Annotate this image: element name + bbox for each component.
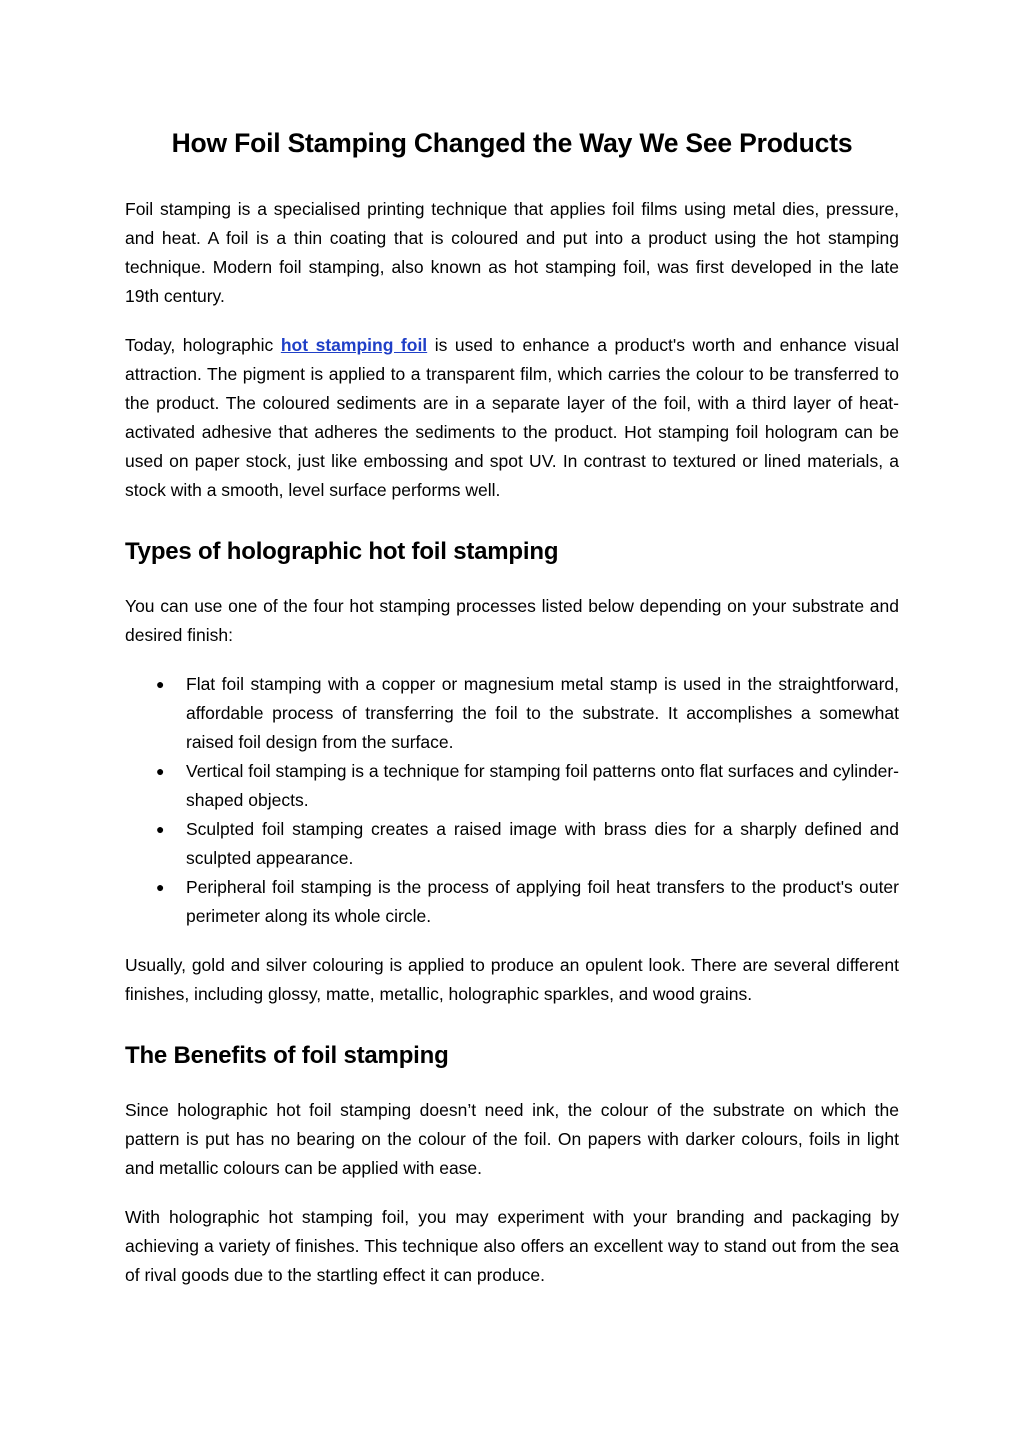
- page-title: How Foil Stamping Changed the Way We See Products: [171, 128, 853, 158]
- list-item-text: Peripheral foil stamping is the process of applying foil heat transfers to the product's outer perimeter along its whole circle.: [186, 877, 899, 926]
- benefits-heading: The Benefits of foil stamping: [125, 1042, 449, 1069]
- list-item: [156, 873, 899, 931]
- holographic-paragraph: [125, 331, 899, 505]
- types-heading: Types of holographic hot foil stamping: [125, 538, 559, 565]
- list-item: [156, 670, 899, 757]
- bullet-icon: ●: [156, 821, 165, 837]
- types-lead-paragraph: You can use one of the four hot stamping processes listed below depending on your substrate and desired finish:: [125, 596, 899, 645]
- finishes-paragraph: Usually, gold and silver colouring is applied to produce an opulent look. There are several different finishes, including glossy, matte, metallic, holographic sparkles, and wood grains.: [125, 955, 899, 1004]
- types-list: [125, 670, 899, 931]
- list-item: [156, 757, 900, 815]
- bullet-icon: ●: [156, 676, 165, 692]
- bullet-icon: ●: [156, 763, 165, 779]
- list-item-text: Vertical foil stamping is a technique for stamping foil patterns onto flat surfaces and cylinder-shaped objects.: [186, 761, 900, 810]
- holographic-paragraph-end: is used to enhance a product's worth and enhance visual attraction. The pigment is applied to a transparent film, which carries the colour to be transferred to the product. The coloured sediments are in a separate layer of the foil, with a third layer of heat-activated adhesive that adheres the sediments to the product. Hot stamping foil hologram can be used on paper stock, just like embossing and spot UV. In contrast to textured or lined materials, a stock with a smooth, level surface performs well.: [125, 335, 899, 500]
- list-item-text: Flat foil stamping with a copper or magnesium metal stamp is used in the straightforward, affordable process of transferring the foil to the substrate. It accomplishes a somewhat raised foil design from the surface.: [186, 674, 899, 752]
- list-item-text: Sculpted foil stamping creates a raised image with brass dies for a sharply defined and sculpted appearance.: [186, 819, 899, 868]
- bullet-icon: ●: [156, 879, 165, 895]
- benefits-paragraph-ink: Since holographic hot foil stamping doesn’t need ink, the colour of the substrate on which the pattern is put has no bearing on the colour of the foil. On papers with darker colours, foils in light and metallic colours can be applied with ease.: [125, 1100, 899, 1178]
- holographic-paragraph-start: Today, holographic: [125, 335, 281, 355]
- intro-paragraph: Foil stamping is a specialised printing technique that applies foil films using metal dies, pressure, and heat. A foil is a thin coating that is coloured and put into a product using the hot stamping technique. Modern foil stamping, also known as hot stamping foil, was first developed in the late 19th century.: [125, 199, 899, 306]
- hot-stamping-foil-link[interactable]: hot stamping foil: [280, 335, 428, 355]
- benefits-paragraph-branding: With holographic hot stamping foil, you may experiment with your branding and packaging by achieving a variety of finishes. This technique also offers an excellent way to stand out from the sea of rival goods due to the startling effect it can produce.: [125, 1207, 899, 1285]
- list-item: [156, 815, 899, 873]
